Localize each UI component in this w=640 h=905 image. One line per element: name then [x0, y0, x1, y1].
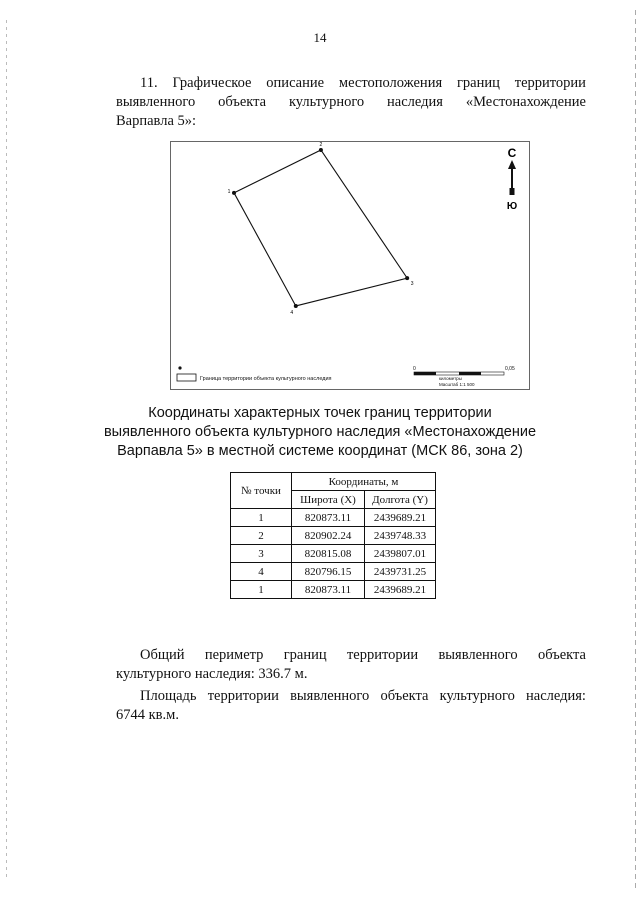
area-paragraph — [116, 687, 586, 725]
map-legend — [177, 366, 332, 382]
paragraph-word: культурного наследия: 336.7 м. — [116, 666, 308, 682]
cell-point-number: 2 — [231, 527, 292, 545]
boundary-point-label: 1 — [227, 188, 231, 195]
south-label: Ю — [506, 201, 518, 212]
heading-word: культурного — [288, 94, 365, 110]
cell-longitude: 2439689.21 — [365, 581, 436, 599]
cell-latitude: 820796.15 — [292, 563, 365, 581]
table-header-row — [231, 473, 436, 491]
page-number: 14 — [313, 30, 327, 45]
heading-word: местоположения — [338, 75, 443, 91]
area-line-1 — [116, 687, 586, 706]
coordinates-title-line-3: Варпавла 5» в местной системе координат (МСК 86, зона 2) — [117, 443, 523, 459]
scale-bar — [413, 366, 515, 387]
perimeter-paragraph — [116, 646, 586, 684]
table-row — [231, 563, 436, 581]
scale-unit-label: километры — [439, 376, 462, 381]
scale-end-label: 0,05 — [505, 366, 515, 372]
perimeter-line-1 — [116, 646, 586, 665]
territory-boundary — [234, 150, 407, 306]
boundary-map — [170, 141, 530, 390]
cell-latitude: 820815.08 — [292, 545, 365, 563]
scale-start-label: 0 — [413, 366, 416, 372]
table-row — [231, 581, 436, 599]
table-row — [231, 527, 436, 545]
table-row — [231, 509, 436, 527]
boundary-point-label: 4 — [290, 309, 294, 316]
heading-word: 11. — [140, 75, 158, 91]
paragraph-word: выявленного — [290, 688, 370, 704]
heading-word: Варпавла 5»: — [116, 113, 197, 129]
paragraph-word: Площадь — [140, 688, 197, 704]
cell-longitude: 2439731.25 — [365, 563, 436, 581]
heading-word: Графическое — [172, 75, 252, 91]
coordinates-title — [0, 404, 640, 461]
heading-word: описание — [266, 75, 325, 91]
paragraph-word: культурного — [439, 688, 515, 704]
paragraph-word: Общий — [140, 647, 185, 663]
paragraph-word: объекта — [380, 688, 429, 704]
heading-line-1 — [116, 74, 586, 93]
header-coordinates: Координаты, м — [292, 473, 436, 491]
heading-word: выявленного — [116, 94, 196, 110]
legend-swatch — [177, 374, 196, 381]
cell-longitude: 2439807.01 — [365, 545, 436, 563]
paragraph-word: наследия: — [526, 688, 586, 704]
north-arrow-icon — [507, 146, 517, 212]
heading-word: «Местонахождение — [465, 94, 586, 110]
table-row — [231, 545, 436, 563]
heading-word: границ — [456, 75, 500, 91]
perimeter-line-2 — [116, 665, 586, 684]
paragraph-word: территории — [346, 647, 419, 663]
boundary-map-svg — [171, 142, 529, 389]
north-label: С — [507, 146, 517, 160]
paragraph-word: периметр — [204, 647, 264, 663]
paragraph-word: выявленного — [438, 647, 518, 663]
heading-word: территории — [514, 75, 586, 91]
cell-point-number: 3 — [231, 545, 292, 563]
cell-latitude: 820873.11 — [292, 581, 365, 599]
header-point-number: № точки — [231, 473, 292, 509]
cell-latitude: 820873.11 — [292, 509, 365, 527]
heading-line-3 — [116, 112, 586, 131]
section-heading — [116, 74, 586, 131]
scale-text: Масштаб 1:1 500 — [439, 382, 475, 387]
cell-point-number: 1 — [231, 581, 292, 599]
boundary-point-label: 3 — [410, 281, 414, 288]
header-latitude: Широта (X) — [292, 491, 365, 509]
heading-word: объекта — [218, 94, 267, 110]
header-longitude: Долгота (Y) — [365, 491, 436, 509]
cell-point-number: 4 — [231, 563, 292, 581]
coordinates-table — [230, 472, 436, 599]
cell-longitude: 2439689.21 — [365, 509, 436, 527]
coordinates-title-line-2: выявленного объекта культурного наследия «Местонахождение — [103, 424, 537, 440]
paragraph-word: 6744 кв.м. — [116, 707, 179, 723]
boundary-point-marker — [405, 276, 409, 280]
paragraph-word: объекта — [537, 647, 586, 663]
coordinates-title-line-1: Координаты характерных точек границ территории — [148, 405, 492, 421]
boundary-point-marker — [232, 191, 236, 195]
boundary-point-label: 2 — [319, 142, 323, 148]
cell-longitude: 2439748.33 — [365, 527, 436, 545]
legend-label: Граница территории объекта культурного наследия — [200, 376, 332, 382]
area-line-2 — [116, 706, 586, 725]
heading-word: наследия — [387, 94, 443, 110]
paragraph-word: территории — [207, 688, 279, 704]
boundary-point-marker — [319, 148, 323, 152]
cell-point-number: 1 — [231, 509, 292, 527]
boundary-point-marker — [294, 304, 298, 308]
cell-latitude: 820902.24 — [292, 527, 365, 545]
heading-line-2 — [116, 93, 586, 112]
paragraph-word: границ — [283, 647, 327, 663]
